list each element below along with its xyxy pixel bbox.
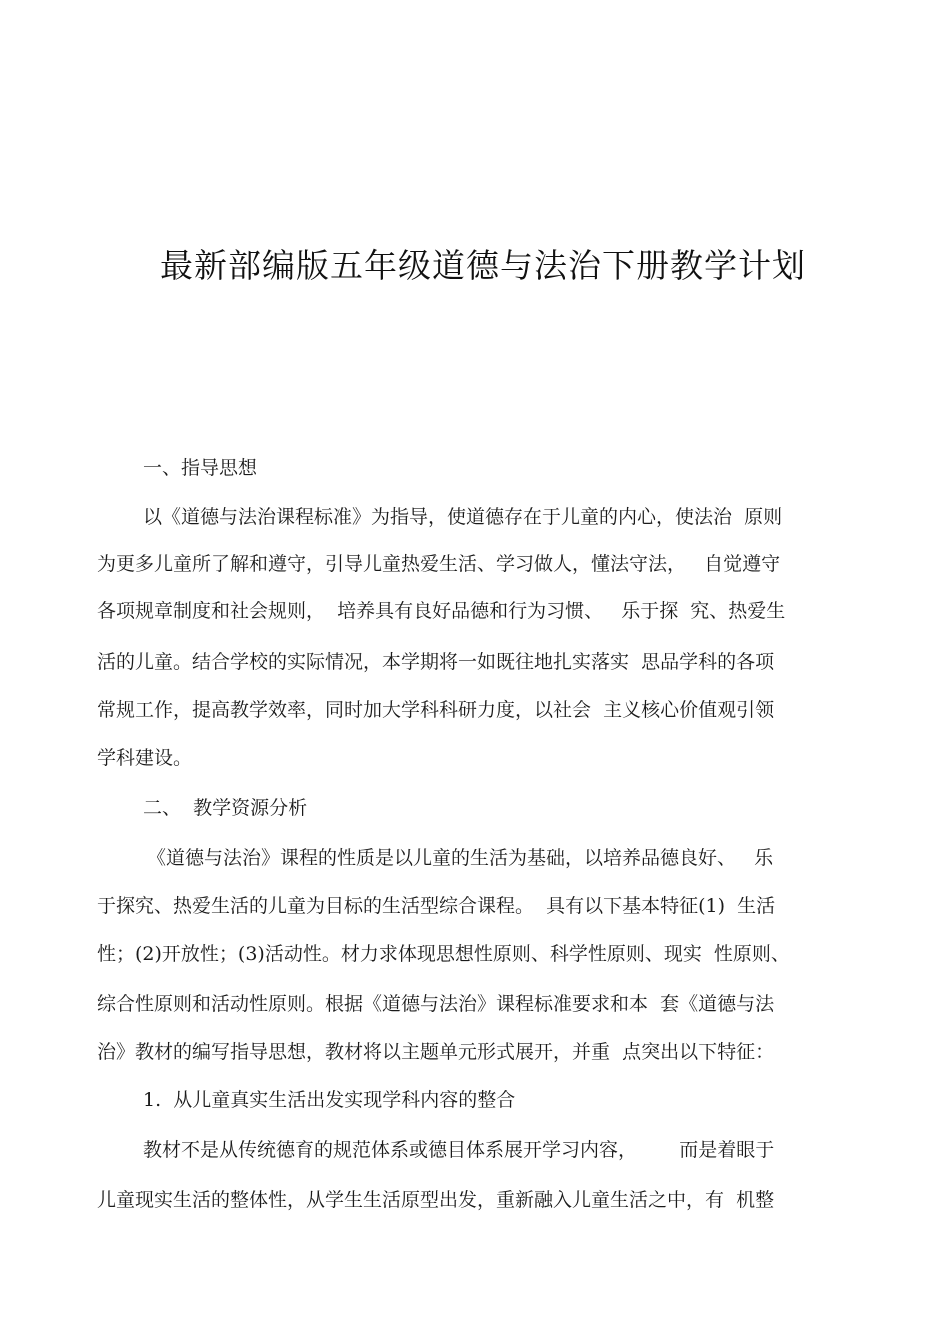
paragraph-line: 教材不是从传统德育的规范体系或德目体系展开学习内容， 而是着眼于 <box>143 1139 775 1161</box>
paragraph-line: 各项规章制度和社会规则， 培养具有良好品德和行为习惯、 乐于探 究、热爱生 <box>97 600 786 622</box>
paragraph-line: 以《道德与法治课程标准》为指导，使道德存在于儿童的内心，使法治 原则 <box>143 506 783 528</box>
paragraph-line: 常规工作，提高教学效率，同时加大学科科研力度，以社会 主义核心价值观引领 <box>97 699 775 721</box>
paragraph-line: 学科建设。 <box>97 747 193 769</box>
section-heading-resource-analysis: 二、 教学资源分析 <box>143 797 308 819</box>
paragraph-line: 治》教材的编写指导思想，教材将以主题单元形式展开，并重 点突出以下特征： <box>97 1041 775 1063</box>
subsection-heading: 1. 从儿童真实生活出发实现学科内容的整合 <box>143 1089 516 1111</box>
paragraph-line: 儿童现实生活的整体性，从学生生活原型出发，重新融入儿童生活之中，有 机整 <box>97 1189 775 1211</box>
paragraph-line: 《道德与法治》课程的性质是以儿童的生活为基础，以培养品德良好、 乐 <box>147 847 774 869</box>
paragraph-line: 性；(2)开放性；(3)活动性。材力求体现思想性原则、科学性原则、现实 性原则、 <box>97 943 790 965</box>
section-heading-guiding-ideology: 一、指导思想 <box>143 457 258 479</box>
paragraph-line: 于探究、热爱生活的儿童为目标的生活型综合课程。 具有以下基本特征(1) 生活 <box>97 895 776 917</box>
paragraph-line: 综合性原则和活动性原则。根据《道德与法治》课程标准要求和本 套《道德与法 <box>97 993 775 1015</box>
paragraph-line: 活的儿童。结合学校的实际情况，本学期将一如既往地扎实落实 思品学科的各项 <box>97 651 775 673</box>
paragraph-line: 为更多儿童所了解和遵守，引导儿童热爱生活、学习做人，懂法守法， 自觉遵守 <box>97 553 781 575</box>
document-title: 最新部编版五年级道德与法治下册教学计划 <box>160 246 806 285</box>
